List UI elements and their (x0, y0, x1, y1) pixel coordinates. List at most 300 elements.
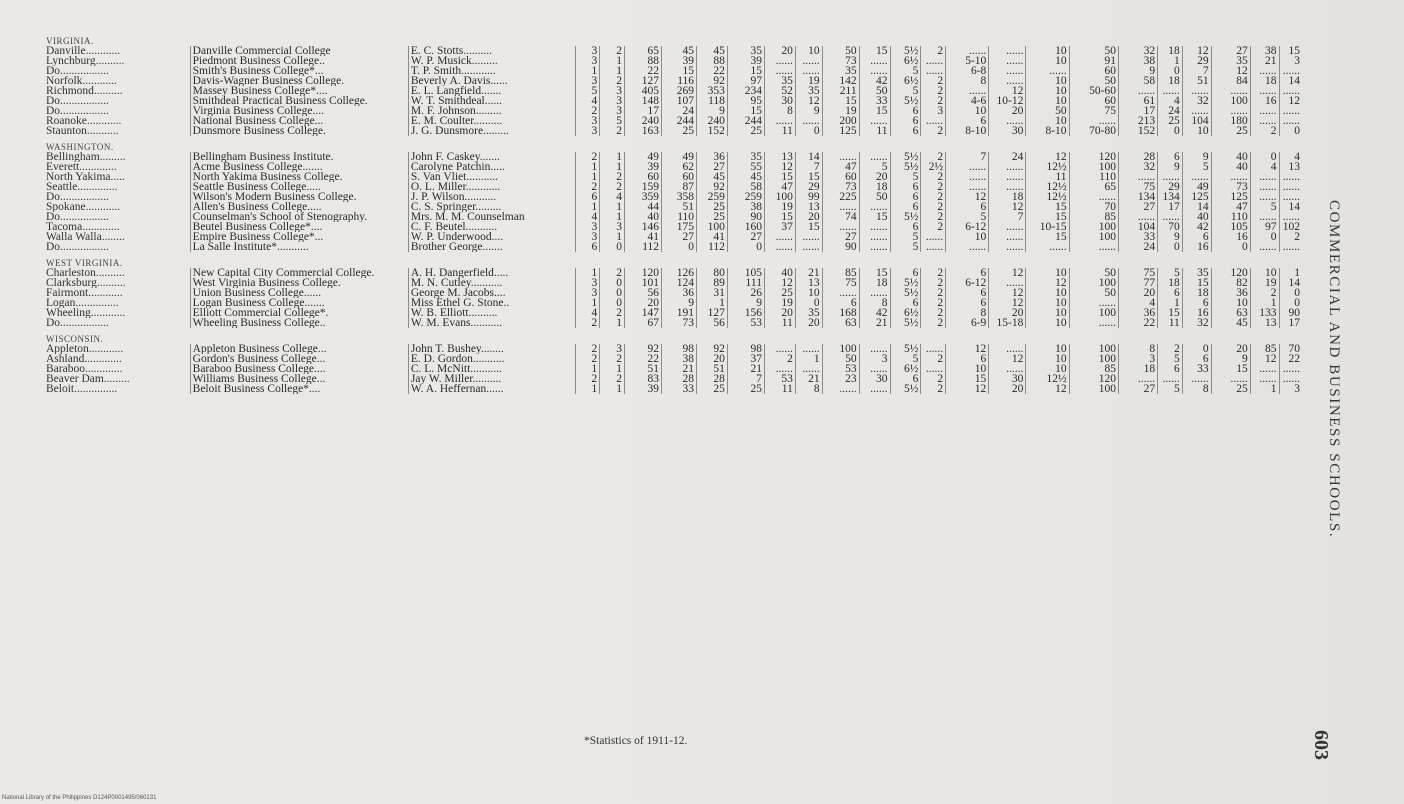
stat-cell: 22 (1118, 318, 1157, 328)
stat-cell: ...... (989, 232, 1026, 242)
stat-cell: 24 (989, 152, 1026, 162)
stat-cell: 5 (575, 86, 600, 96)
stat-cell: 18 (1158, 76, 1183, 86)
stat-cell: 1 (575, 268, 600, 278)
city-cell: Staunton........... (46, 126, 119, 136)
stat-cell: 5 (600, 116, 625, 126)
stat-cell: 21 (859, 318, 890, 328)
table-row (44, 86, 1302, 96)
stat-cell: 13 (1279, 162, 1302, 172)
stat-cell: 12 (1026, 278, 1069, 288)
stat-cell: 19 (764, 298, 795, 308)
head-name-cell: J. P. Wilson........... (408, 192, 575, 202)
stat-cell: ...... (921, 116, 946, 126)
stat-cell: 50 (859, 86, 890, 96)
stat-cell: 92 (697, 182, 728, 192)
stat-cell: 20 (795, 212, 822, 222)
stat-cell: 110 (1069, 172, 1118, 182)
stat-cell: 7 (946, 152, 989, 162)
stat-cell: 28 (662, 374, 697, 384)
stat-cell: 12 (989, 298, 1026, 308)
stat-cell: 27 (1211, 46, 1250, 56)
stat-cell: 14 (1279, 76, 1302, 86)
stat-cell: 18 (1118, 364, 1157, 374)
stat-cell: 3 (575, 232, 600, 242)
stat-cell: ...... (1211, 106, 1250, 116)
stat-cell: 101 (625, 278, 662, 288)
stat-cell: 84 (1211, 76, 1250, 86)
stat-cell: 2 (600, 308, 625, 318)
stat-cell: 19 (822, 106, 859, 116)
school-name-cell: Logan Business College....... (190, 298, 408, 308)
stat-cell: 5½ (890, 384, 921, 394)
stat-cell: 15 (1026, 202, 1069, 212)
city-cell: Richmond.......... (46, 86, 123, 96)
stat-cell: 1 (575, 298, 600, 308)
school-name-cell: Counselman's School of Stenography. (190, 212, 408, 222)
stat-cell: 25 (727, 384, 764, 394)
stat-cell: 2 (575, 182, 600, 192)
stat-cell: 6-12 (946, 222, 989, 232)
stat-cell: 60 (625, 172, 662, 182)
stat-cell: 146 (625, 222, 662, 232)
stat-cell: 30 (989, 374, 1026, 384)
stat-cell: 35 (764, 76, 795, 86)
stat-cell: ...... (1118, 172, 1157, 182)
stat-cell: 83 (625, 374, 662, 384)
state-heading-row (44, 142, 1302, 152)
stat-cell: 2 (1158, 344, 1183, 354)
stat-cell: 60 (1069, 96, 1118, 106)
stat-cell: 1 (600, 364, 625, 374)
stat-cell: 6 (575, 242, 600, 252)
stat-cell: 11 (764, 126, 795, 136)
stat-cell: 99 (795, 192, 822, 202)
stat-cell: 0 (1250, 152, 1279, 162)
stat-cell: 0 (600, 298, 625, 308)
stat-cell: 405 (625, 86, 662, 96)
stat-cell: 50 (859, 192, 890, 202)
stat-cell: 6 (946, 354, 989, 364)
stat-cell: 58 (727, 182, 764, 192)
stat-cell: 11 (1158, 318, 1183, 328)
stat-cell: 12 (795, 96, 822, 106)
stat-cell: 110 (662, 212, 697, 222)
stat-cell: 4-6 (946, 96, 989, 106)
stat-cell: 15 (822, 96, 859, 106)
stat-cell: ...... (859, 202, 890, 212)
head-name-cell: Mrs. M. M. Counselman (408, 212, 575, 222)
stat-cell: 10 (1026, 298, 1069, 308)
stat-cell: 2 (921, 126, 946, 136)
table-row (44, 202, 1302, 212)
stat-cell: 92 (697, 344, 728, 354)
stat-cell: 2 (921, 192, 946, 202)
stat-cell: 2 (600, 172, 625, 182)
school-name-cell: New Capital City Commercial College. (190, 268, 408, 278)
stat-cell: ...... (1069, 116, 1118, 126)
city-cell: Tacoma............. (46, 222, 120, 232)
stat-cell: 105 (1211, 222, 1250, 232)
stat-cell: 6½ (890, 56, 921, 66)
head-name-cell: W. P. Underwood.... (408, 232, 575, 242)
stat-cell: 8-10 (946, 126, 989, 136)
stat-cell: 353 (697, 86, 728, 96)
stat-cell: 15 (859, 212, 890, 222)
stat-cell: ...... (859, 384, 890, 394)
stat-cell: 65 (625, 46, 662, 56)
table-row (44, 268, 1302, 278)
stat-cell: 10 (946, 364, 989, 374)
stat-cell: 35 (727, 152, 764, 162)
stat-cell: 85 (1069, 364, 1118, 374)
stat-cell: 107 (662, 96, 697, 106)
stat-cell: 80 (697, 268, 728, 278)
stat-cell: 30 (764, 96, 795, 106)
stat-cell: 37 (727, 354, 764, 364)
table-row (44, 374, 1302, 384)
stat-cell: ...... (989, 66, 1026, 76)
stat-cell: ...... (989, 222, 1026, 232)
stat-cell: ...... (1250, 212, 1279, 222)
stat-cell: ...... (1182, 106, 1211, 116)
stat-cell: 124 (662, 278, 697, 288)
head-name-cell: W. B. Elliott.......... (408, 308, 575, 318)
stat-cell: 1 (697, 298, 728, 308)
stat-cell: 92 (625, 344, 662, 354)
stat-cell: ...... (989, 56, 1026, 66)
stat-cell: 259 (727, 192, 764, 202)
school-name-cell: Piedmont Business College.. (190, 56, 408, 66)
table-row (44, 232, 1302, 242)
stat-cell: 27 (822, 232, 859, 242)
stat-cell: 56 (697, 318, 728, 328)
city-cell: Ashland............. (46, 354, 122, 364)
page-number (1310, 730, 1346, 790)
stat-cell: 3 (600, 106, 625, 116)
school-name-cell: Beloit Business College*.... (190, 384, 408, 394)
stat-cell: ...... (1250, 364, 1279, 374)
stat-cell: 104 (1182, 116, 1211, 126)
stat-cell: ...... (946, 172, 989, 182)
stat-cell: 2 (600, 76, 625, 86)
stat-cell: 2 (921, 298, 946, 308)
stat-cell: ...... (1211, 86, 1250, 96)
stat-cell: 6 (946, 202, 989, 212)
stat-cell: 9 (1118, 66, 1157, 76)
stat-cell: 33 (662, 384, 697, 394)
stat-cell: 133 (1250, 308, 1279, 318)
stat-cell: ...... (1069, 192, 1118, 202)
stat-cell: 15 (946, 374, 989, 384)
stat-cell: 2 (1279, 232, 1302, 242)
stat-cell: ...... (859, 56, 890, 66)
stat-cell: 9 (1182, 152, 1211, 162)
stat-cell: 100 (1069, 384, 1118, 394)
stat-cell: 90 (1279, 308, 1302, 318)
stat-cell: 35 (795, 308, 822, 318)
stat-cell: 20 (989, 106, 1026, 116)
head-name-cell: Beverly A. Davis...... (408, 76, 575, 86)
school-name-cell: Empire Business College*... (190, 232, 408, 242)
stat-cell: ...... (989, 162, 1026, 172)
stat-cell: 36 (662, 288, 697, 298)
stat-cell: ...... (764, 56, 795, 66)
city-cell: Clarksburg.......... (46, 278, 126, 288)
stat-cell: 53 (822, 364, 859, 374)
stat-cell: 9 (727, 298, 764, 308)
stat-cell: 10 (1026, 344, 1069, 354)
stat-cell: 15 (1211, 364, 1250, 374)
stat-cell: 2 (575, 106, 600, 116)
stat-cell: 359 (625, 192, 662, 202)
stat-cell: 6 (946, 268, 989, 278)
stat-cell: 6-9 (946, 318, 989, 328)
table-row (44, 344, 1302, 354)
stat-cell: ...... (1118, 212, 1157, 222)
stat-cell: 1 (600, 56, 625, 66)
head-name-cell: C. F. Beutel........... (408, 222, 575, 232)
school-name-cell: Acme Business College....... (190, 162, 408, 172)
stat-cell: 39 (625, 162, 662, 172)
head-name-cell: Jay W. Miller.......... (408, 374, 575, 384)
table-row (44, 56, 1302, 66)
stat-cell: 98 (727, 344, 764, 354)
city-cell: Beaver Dam......... (46, 374, 130, 384)
stat-cell: 125 (1182, 192, 1211, 202)
stat-cell: ...... (859, 152, 890, 162)
stat-cell: 75 (1069, 106, 1118, 116)
stat-cell: 20 (764, 46, 795, 56)
stat-cell: 32 (1118, 46, 1157, 56)
city-cell: Bellingham......... (46, 152, 126, 162)
table-row (44, 182, 1302, 192)
stat-cell: 6 (890, 374, 921, 384)
head-name-cell: A. H. Dangerfield..... (408, 268, 575, 278)
stat-cell: 18 (859, 278, 890, 288)
stat-cell: 52 (764, 86, 795, 96)
stat-cell: 97 (727, 76, 764, 86)
stat-cell: ...... (795, 66, 822, 76)
stat-cell: 10-15 (1026, 222, 1069, 232)
stat-cell: 38 (1250, 46, 1279, 56)
stat-cell: 1 (600, 66, 625, 76)
stat-cell: 2 (764, 354, 795, 364)
table-row (44, 212, 1302, 222)
stat-cell: 12 (1026, 384, 1069, 394)
stat-cell: 2 (600, 46, 625, 56)
stat-cell: 50-60 (1069, 86, 1118, 96)
stat-cell: 18 (859, 182, 890, 192)
stat-cell: 5½ (890, 288, 921, 298)
stat-cell: ...... (989, 242, 1026, 252)
stat-cell: 12 (1250, 354, 1279, 364)
stat-cell: 36 (1118, 308, 1157, 318)
school-name-cell: Union Business College...... (190, 288, 408, 298)
stat-cell: ...... (1250, 106, 1279, 116)
table-row (44, 162, 1302, 172)
stat-cell: 159 (625, 182, 662, 192)
table-row (44, 106, 1302, 116)
stat-cell: 5½ (890, 344, 921, 354)
stat-cell: 29 (795, 182, 822, 192)
stat-cell: ...... (921, 232, 946, 242)
stat-cell: 22 (697, 66, 728, 76)
city-cell: Norfolk............ (46, 76, 117, 86)
stat-cell: 20 (859, 172, 890, 182)
stat-cell: 2 (575, 344, 600, 354)
stat-cell: 35 (822, 66, 859, 76)
stat-cell: 0 (1211, 242, 1250, 252)
table-row (44, 76, 1302, 86)
stat-cell: 120 (1069, 374, 1118, 384)
stat-cell: 11 (1026, 172, 1069, 182)
stat-cell: 269 (662, 86, 697, 96)
stat-cell: 10 (1182, 126, 1211, 136)
stat-cell: 3 (600, 222, 625, 232)
stat-cell: ...... (1182, 374, 1211, 384)
state-heading: WISCONSIN. (46, 334, 104, 344)
stat-cell: 13 (1250, 318, 1279, 328)
stat-cell: 0 (600, 288, 625, 298)
stat-cell: 213 (1118, 116, 1157, 126)
school-name-cell: Appleton Business College... (190, 344, 408, 354)
stat-cell: 6½ (890, 308, 921, 318)
stat-cell: 10 (1026, 86, 1069, 96)
stat-cell: 0 (1158, 66, 1183, 76)
school-name-cell: West Virginia Business College. (190, 278, 408, 288)
stat-cell: 225 (822, 192, 859, 202)
stat-cell: 5½ (890, 278, 921, 288)
stat-cell: 12 (946, 344, 989, 354)
city-cell: Beloit............... (46, 384, 118, 394)
stat-cell: 1 (600, 152, 625, 162)
stat-cell: 10 (795, 46, 822, 56)
stat-cell: 75 (822, 278, 859, 288)
stat-cell: 2 (921, 172, 946, 182)
stat-cell: 1 (575, 162, 600, 172)
stat-cell: 5 (1182, 162, 1211, 172)
school-name-cell: Seattle Business College..... (190, 182, 408, 192)
stat-cell: 3 (575, 222, 600, 232)
stat-cell: 6 (1158, 364, 1183, 374)
stat-cell: 2 (921, 278, 946, 288)
stat-cell: ...... (989, 278, 1026, 288)
stat-cell: 112 (625, 242, 662, 252)
stat-cell: ...... (1118, 374, 1157, 384)
stat-cell: 15 (1026, 212, 1069, 222)
stat-cell: ...... (1279, 86, 1302, 96)
stat-cell: 6 (1158, 288, 1183, 298)
stat-cell: 244 (662, 116, 697, 126)
stat-cell: 5½ (890, 96, 921, 106)
stat-cell: 6 (890, 116, 921, 126)
stat-cell: 53 (727, 318, 764, 328)
table-row (44, 278, 1302, 288)
stat-cell: 104 (1118, 222, 1157, 232)
stat-cell: 16 (1182, 308, 1211, 318)
stat-cell: ...... (1250, 66, 1279, 76)
stat-cell: 6 (1158, 152, 1183, 162)
stat-cell: 2 (921, 288, 946, 298)
stat-cell: 120 (1211, 268, 1250, 278)
stat-cell: 87 (662, 182, 697, 192)
stat-cell: 90 (822, 242, 859, 252)
stat-cell: 14 (795, 152, 822, 162)
stat-cell: 39 (727, 56, 764, 66)
stat-cell: 10 (1026, 288, 1069, 298)
stat-cell: 7 (727, 374, 764, 384)
school-name-cell: Wilson's Modern Business College. (190, 192, 408, 202)
stat-cell: 51 (625, 364, 662, 374)
stat-cell: 73 (662, 318, 697, 328)
stat-cell: 9 (795, 106, 822, 116)
stat-cell: 50 (1026, 106, 1069, 116)
stat-cell: 3 (1279, 56, 1302, 66)
table-row (44, 96, 1302, 106)
head-name-cell: W. A. Heffernan...... (408, 384, 575, 394)
stat-cell: 25 (1211, 384, 1250, 394)
stat-cell: 2 (921, 46, 946, 56)
stat-cell: 8 (795, 384, 822, 394)
stat-cell: 70 (1279, 344, 1302, 354)
stat-cell: 0 (1250, 232, 1279, 242)
stat-cell: 26 (727, 288, 764, 298)
stat-cell: 73 (822, 56, 859, 66)
stat-cell: 58 (1118, 76, 1157, 86)
stat-cell: 6 (946, 298, 989, 308)
table-row (44, 298, 1302, 308)
stat-cell: 358 (662, 192, 697, 202)
stat-cell: 5½ (890, 212, 921, 222)
stat-cell: 33 (1182, 364, 1211, 374)
stat-cell: 12 (989, 86, 1026, 96)
stat-cell: 50 (822, 354, 859, 364)
stat-cell: 4 (1279, 152, 1302, 162)
stat-cell: 0 (600, 242, 625, 252)
school-name-cell: Bellingham Business Institute. (190, 152, 408, 162)
stat-cell: 12½ (1026, 162, 1069, 172)
stat-cell: 20 (989, 308, 1026, 318)
stat-cell: 77 (1118, 278, 1157, 288)
stat-cell: 2 (600, 268, 625, 278)
state-heading-row (44, 258, 1302, 268)
stat-cell: 259 (697, 192, 728, 202)
city-cell: Wheeling............ (46, 308, 126, 318)
stat-cell: ...... (946, 46, 989, 56)
stat-cell: 40 (1211, 152, 1250, 162)
stat-cell: ...... (921, 66, 946, 76)
stat-cell: 111 (727, 278, 764, 288)
stat-cell: 2 (575, 318, 600, 328)
stat-cell: 152 (697, 126, 728, 136)
stat-cell: 20 (697, 354, 728, 364)
stat-cell: 100 (764, 192, 795, 202)
stat-cell: 0 (795, 298, 822, 308)
stat-cell: 12 (764, 162, 795, 172)
stat-cell: 125 (822, 126, 859, 136)
stat-cell: 0 (1279, 298, 1302, 308)
stat-cell: 13 (764, 152, 795, 162)
stat-cell: ...... (822, 288, 859, 298)
stat-cell: ...... (1069, 242, 1118, 252)
head-name-cell: Brother George....... (408, 242, 575, 252)
stat-cell: 35 (795, 86, 822, 96)
stat-cell: 2 (921, 86, 946, 96)
stat-cell: 5 (946, 212, 989, 222)
stat-cell: 10 (1026, 364, 1069, 374)
page-number-text: 603 (1310, 730, 1332, 760)
